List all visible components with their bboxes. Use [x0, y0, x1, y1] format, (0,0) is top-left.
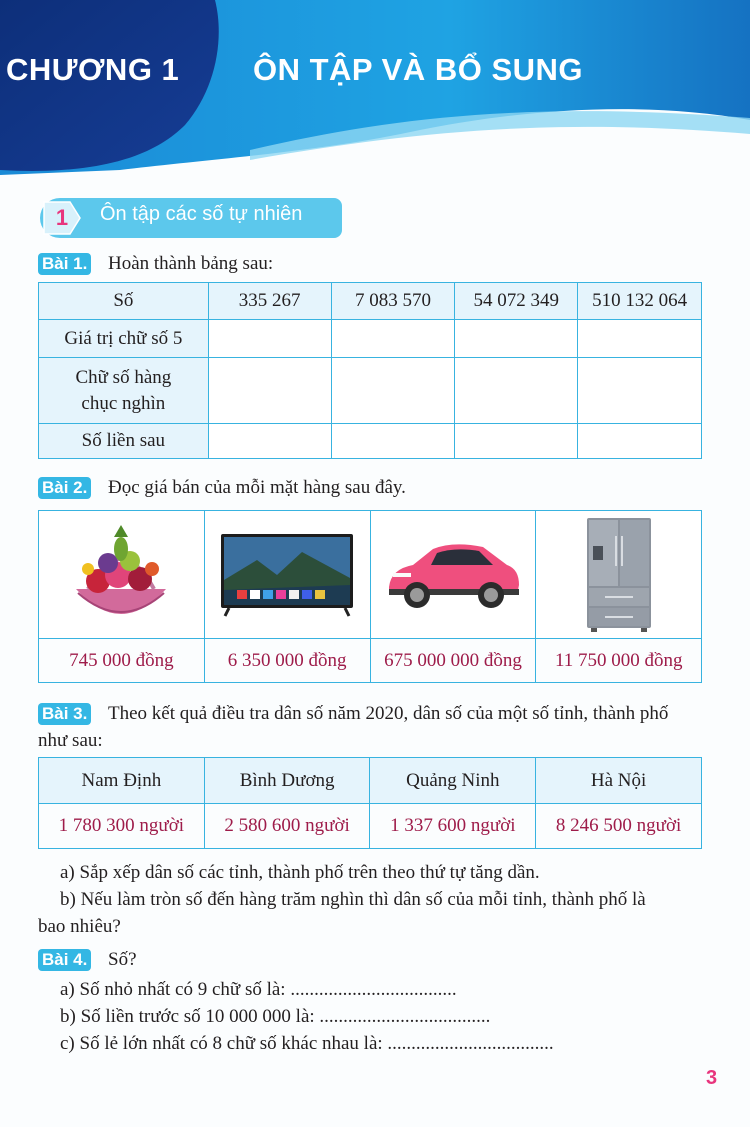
bai4-instruction: Số?: [108, 949, 137, 970]
bai3-text-line2: như sau:: [38, 730, 103, 751]
fruit-basket-icon: [66, 519, 176, 631]
bai4-item: c) Số lẻ lớn nhất có 8 chữ số khác nhau là: ...................................: [60, 1033, 554, 1054]
answer-cell[interactable]: [578, 320, 702, 358]
price-cell: 675 000 000 đồng: [370, 639, 536, 683]
answer-cell[interactable]: [455, 424, 578, 459]
product-image-cell: [204, 511, 370, 639]
answer-cell[interactable]: [455, 320, 578, 358]
bai3-text-line1: Theo kết quả điều tra dân số năm 2020, dân số của một số tỉnh, thành phố: [108, 703, 669, 724]
number-cell: 7 083 570: [331, 283, 455, 320]
section-title: Ôn tập các số tự nhiên: [100, 203, 303, 225]
number-cell: 335 267: [208, 283, 331, 320]
car-icon: [383, 535, 523, 615]
answer-cell[interactable]: [331, 358, 455, 424]
page-number: 3: [706, 1067, 718, 1089]
row-label-line: Chữ số hàng: [75, 366, 172, 388]
bai1-badge: Bài 1.: [38, 253, 91, 275]
product-image-cell: [370, 511, 536, 639]
header-background: [0, 0, 750, 200]
bai2-table: [38, 510, 702, 683]
row-label: Số liền sau: [39, 424, 209, 459]
row-label: [39, 358, 209, 424]
table-header-label: Số: [39, 283, 209, 320]
province-cell: Hà Nội: [536, 758, 702, 804]
answer-cell[interactable]: [331, 320, 455, 358]
bai3-question-b-line2: bao nhiêu?: [38, 916, 121, 937]
chapter-title: ÔN TẬP VÀ BỔ SUNG: [253, 52, 584, 87]
bai4-item: b) Số liền trước số 10 000 000 là: ....................................: [60, 1006, 491, 1027]
row-label: Giá trị chữ số 5: [39, 320, 209, 358]
bai1-instruction: Hoàn thành bảng sau:: [108, 253, 274, 274]
answer-cell[interactable]: [578, 358, 702, 424]
bai3-question-b-line1: b) Nếu làm tròn số đến hàng trăm nghìn thì dân số của mỗi tỉnh, thành phố là: [60, 889, 646, 910]
television-icon: [217, 530, 357, 620]
chapter-label: CHƯƠNG 1: [6, 52, 180, 87]
population-cell: 1 337 600 người: [370, 804, 536, 849]
row-label-line: chục nghìn: [81, 392, 166, 414]
answer-cell[interactable]: [455, 358, 578, 424]
bai2-badge: Bài 2.: [38, 477, 91, 499]
product-image-cell: [536, 511, 702, 639]
bai3-question-a: a) Sắp xếp dân số các tỉnh, thành phố trên theo thứ tự tăng dần.: [60, 862, 540, 883]
price-cell: 6 350 000 đồng: [204, 639, 370, 683]
bai3-badge: Bài 3.: [38, 703, 91, 725]
answer-cell[interactable]: [208, 320, 331, 358]
chapter-header: [0, 0, 750, 200]
bai4-badge: Bài 4.: [38, 949, 91, 971]
province-cell: Bình Dương: [204, 758, 370, 804]
population-cell: 2 580 600 người: [204, 804, 370, 849]
section-number: 1: [55, 205, 69, 230]
product-image-cell: [39, 511, 205, 639]
bai2-instruction: Đọc giá bán của mỗi mặt hàng sau đây.: [108, 477, 406, 498]
number-cell: 510 132 064: [578, 283, 702, 320]
bai1-table: [38, 282, 702, 459]
bai4-item: a) Số nhỏ nhất có 9 chữ số là: ...................................: [60, 979, 457, 1000]
answer-cell[interactable]: [331, 424, 455, 459]
answer-cell[interactable]: [208, 358, 331, 424]
population-cell: 1 780 300 người: [39, 804, 205, 849]
refrigerator-icon: [579, 516, 659, 634]
answer-cell[interactable]: [578, 424, 702, 459]
bai3-table: [38, 757, 702, 849]
answer-cell[interactable]: [208, 424, 331, 459]
province-cell: Quảng Ninh: [370, 758, 536, 804]
price-cell: 11 750 000 đồng: [536, 639, 702, 683]
price-cell: 745 000 đồng: [39, 639, 205, 683]
number-cell: 54 072 349: [455, 283, 578, 320]
province-cell: Nam Định: [39, 758, 205, 804]
population-cell: 8 246 500 người: [536, 804, 702, 849]
